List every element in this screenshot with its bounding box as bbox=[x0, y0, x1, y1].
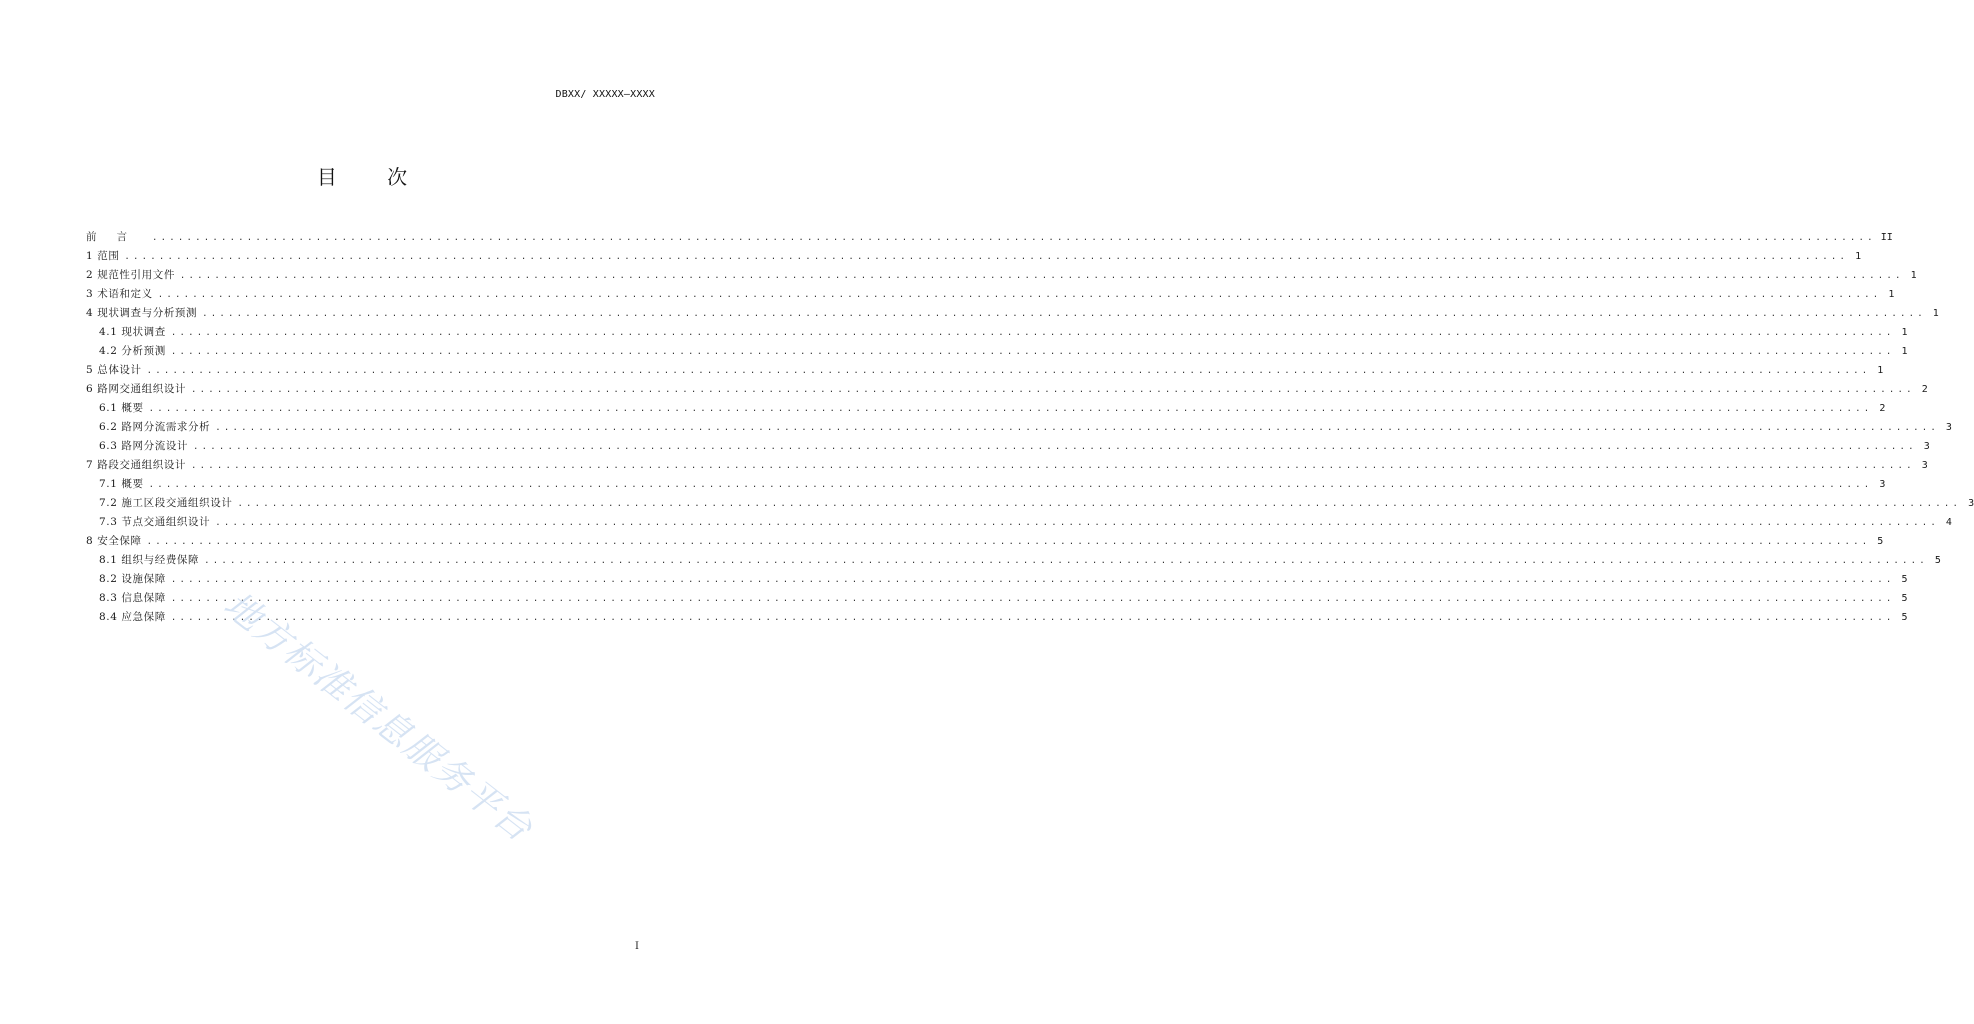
toc-entry[interactable] bbox=[86, 380, 1928, 399]
toc-leader-dots: ........................................................................................................................................................................................................ bbox=[191, 385, 1915, 395]
toc-leader-dots: ........................................................................................................................................................................................................ bbox=[193, 442, 1917, 452]
toc-entry-page-number: 3 bbox=[1921, 460, 1928, 471]
toc-entry-page-number: 2 bbox=[1921, 384, 1928, 395]
toc-entry[interactable] bbox=[86, 494, 1974, 513]
toc-entry-page-number: 3 bbox=[1879, 479, 1886, 490]
toc-entry-page-number: 1 bbox=[1932, 308, 1939, 319]
toc-leader-dots: ........................................................................................................................................................................................................ bbox=[157, 290, 1882, 300]
toc-leader-dots: ........................................................................................................................................................................................................ bbox=[148, 480, 1873, 490]
toc-entry[interactable] bbox=[86, 323, 1908, 342]
toc-entry-page-number: 3 bbox=[1923, 441, 1930, 452]
toc-entry-title: 7.2 施工区段交通组织设计 bbox=[99, 497, 233, 509]
toc-entry-page-number: 3 bbox=[1968, 498, 1974, 509]
document-code: DBXX/ XXXXX—XXXX bbox=[555, 89, 655, 100]
toc-leader-dots: ........................................................................................................................................................................................................ bbox=[179, 271, 1904, 281]
toc-entry[interactable] bbox=[86, 589, 1908, 608]
table-of-contents bbox=[86, 228, 1974, 627]
watermark: 地方标准信息服务平台 bbox=[215, 584, 541, 851]
toc-entry[interactable] bbox=[86, 418, 1952, 437]
toc-entry[interactable] bbox=[86, 342, 1908, 361]
toc-entry-title: 6 路网交通组织设计 bbox=[86, 383, 187, 395]
toc-entry-title: 8.3 信息保障 bbox=[99, 592, 166, 604]
toc-entry-page-number: 5 bbox=[1901, 612, 1908, 623]
toc-entry-title: 4.2 分析预测 bbox=[99, 345, 166, 357]
toc-leader-dots: ........................................................................................................................................................................................................ bbox=[146, 537, 1871, 547]
toc-entry-title: 2 规范性引用文件 bbox=[86, 269, 175, 281]
toc-leader-dots: ........................................................................................................................................................................................................ bbox=[215, 518, 1939, 528]
toc-entry-title: 7 路段交通组织设计 bbox=[86, 459, 187, 471]
toc-entry-page-number: 1 bbox=[1910, 270, 1917, 281]
toc-entry-page-number: 1 bbox=[1901, 327, 1908, 338]
toc-entry[interactable] bbox=[86, 266, 1917, 285]
toc-leader-dots: ........................................................................................................................................................................................................ bbox=[215, 423, 1939, 433]
toc-entry-title: 8.2 设施保障 bbox=[99, 573, 166, 585]
toc-leader-dots: ........................................................................................................................................................................................................ bbox=[237, 499, 1962, 509]
toc-leader-dots: ........................................................................................................................................................................................................ bbox=[170, 575, 1895, 585]
toc-entry[interactable] bbox=[86, 304, 1939, 323]
toc-entry-page-number: 1 bbox=[1901, 346, 1908, 357]
page-title: 目 次 bbox=[316, 165, 430, 189]
toc-leader-dots: ........................................................................................................................................................................................................ bbox=[124, 252, 1849, 262]
toc-entry-title: 前言 bbox=[86, 231, 147, 243]
toc-entry[interactable] bbox=[86, 513, 1952, 532]
toc-leader-dots: ........................................................................................................................................................................................................ bbox=[170, 613, 1895, 623]
toc-entry-page-number: 2 bbox=[1879, 403, 1886, 414]
toc-entry-title: 1 范围 bbox=[86, 250, 120, 262]
toc-entry-page-number: 5 bbox=[1877, 536, 1884, 547]
toc-entry[interactable] bbox=[86, 551, 1941, 570]
toc-leader-dots: ........................................................................................................................................................................................................ bbox=[146, 366, 1871, 376]
toc-entry-page-number: 5 bbox=[1934, 555, 1941, 566]
toc-entry-page-number: 5 bbox=[1901, 574, 1908, 585]
toc-entry[interactable] bbox=[86, 532, 1884, 551]
toc-entry[interactable] bbox=[86, 475, 1886, 494]
toc-entry[interactable] bbox=[86, 247, 1862, 266]
toc-entry-page-number: 1 bbox=[1877, 365, 1884, 376]
toc-entry-title: 7.3 节点交通组织设计 bbox=[99, 516, 211, 528]
toc-entry-title: 6.1 概要 bbox=[99, 402, 144, 414]
toc-entry-page-number: II bbox=[1880, 232, 1893, 243]
toc-entry-title: 5 总体设计 bbox=[86, 364, 142, 376]
toc-entry-page-number: 3 bbox=[1945, 422, 1952, 433]
toc-entry[interactable] bbox=[86, 608, 1908, 627]
toc-entry-title: 4.1 现状调查 bbox=[99, 326, 166, 338]
toc-leader-dots: ........................................................................................................................................................................................................ bbox=[152, 233, 1876, 243]
toc-leader-dots: ........................................................................................................................................................................................................ bbox=[148, 404, 1873, 414]
toc-entry-title: 8.1 组织与经费保障 bbox=[99, 554, 200, 566]
toc-entry-page-number: 1 bbox=[1888, 289, 1895, 300]
toc-entry-page-number: 4 bbox=[1945, 517, 1952, 528]
toc-entry[interactable] bbox=[86, 570, 1908, 589]
toc-entry-title: 3 术语和定义 bbox=[86, 288, 153, 300]
toc-leader-dots: ........................................................................................................................................................................................................ bbox=[204, 556, 1928, 566]
toc-entry-page-number: 1 bbox=[1855, 251, 1862, 262]
toc-entry[interactable] bbox=[86, 361, 1884, 380]
toc-entry[interactable] bbox=[86, 285, 1895, 304]
toc-entry-title: 6.3 路网分流设计 bbox=[99, 440, 189, 452]
toc-entry-page-number: 5 bbox=[1901, 593, 1908, 604]
toc-leader-dots: ........................................................................................................................................................................................................ bbox=[170, 328, 1895, 338]
toc-entry-title: 7.1 概要 bbox=[99, 478, 144, 490]
toc-leader-dots: ........................................................................................................................................................................................................ bbox=[191, 461, 1915, 471]
toc-entry-title: 8.4 应急保障 bbox=[99, 611, 166, 623]
toc-leader-dots: ........................................................................................................................................................................................................ bbox=[170, 594, 1895, 604]
toc-entry[interactable] bbox=[86, 399, 1886, 418]
toc-entry-title: 8 安全保障 bbox=[86, 535, 142, 547]
toc-entry[interactable] bbox=[86, 228, 1893, 247]
page-number: I bbox=[635, 941, 639, 952]
toc-entry[interactable] bbox=[86, 437, 1930, 456]
toc-entry[interactable] bbox=[86, 456, 1928, 475]
toc-leader-dots: ........................................................................................................................................................................................................ bbox=[202, 309, 1926, 319]
toc-entry-title: 6.2 路网分流需求分析 bbox=[99, 421, 211, 433]
toc-entry-title: 4 现状调查与分析预测 bbox=[86, 307, 198, 319]
toc-leader-dots: ........................................................................................................................................................................................................ bbox=[170, 347, 1895, 357]
